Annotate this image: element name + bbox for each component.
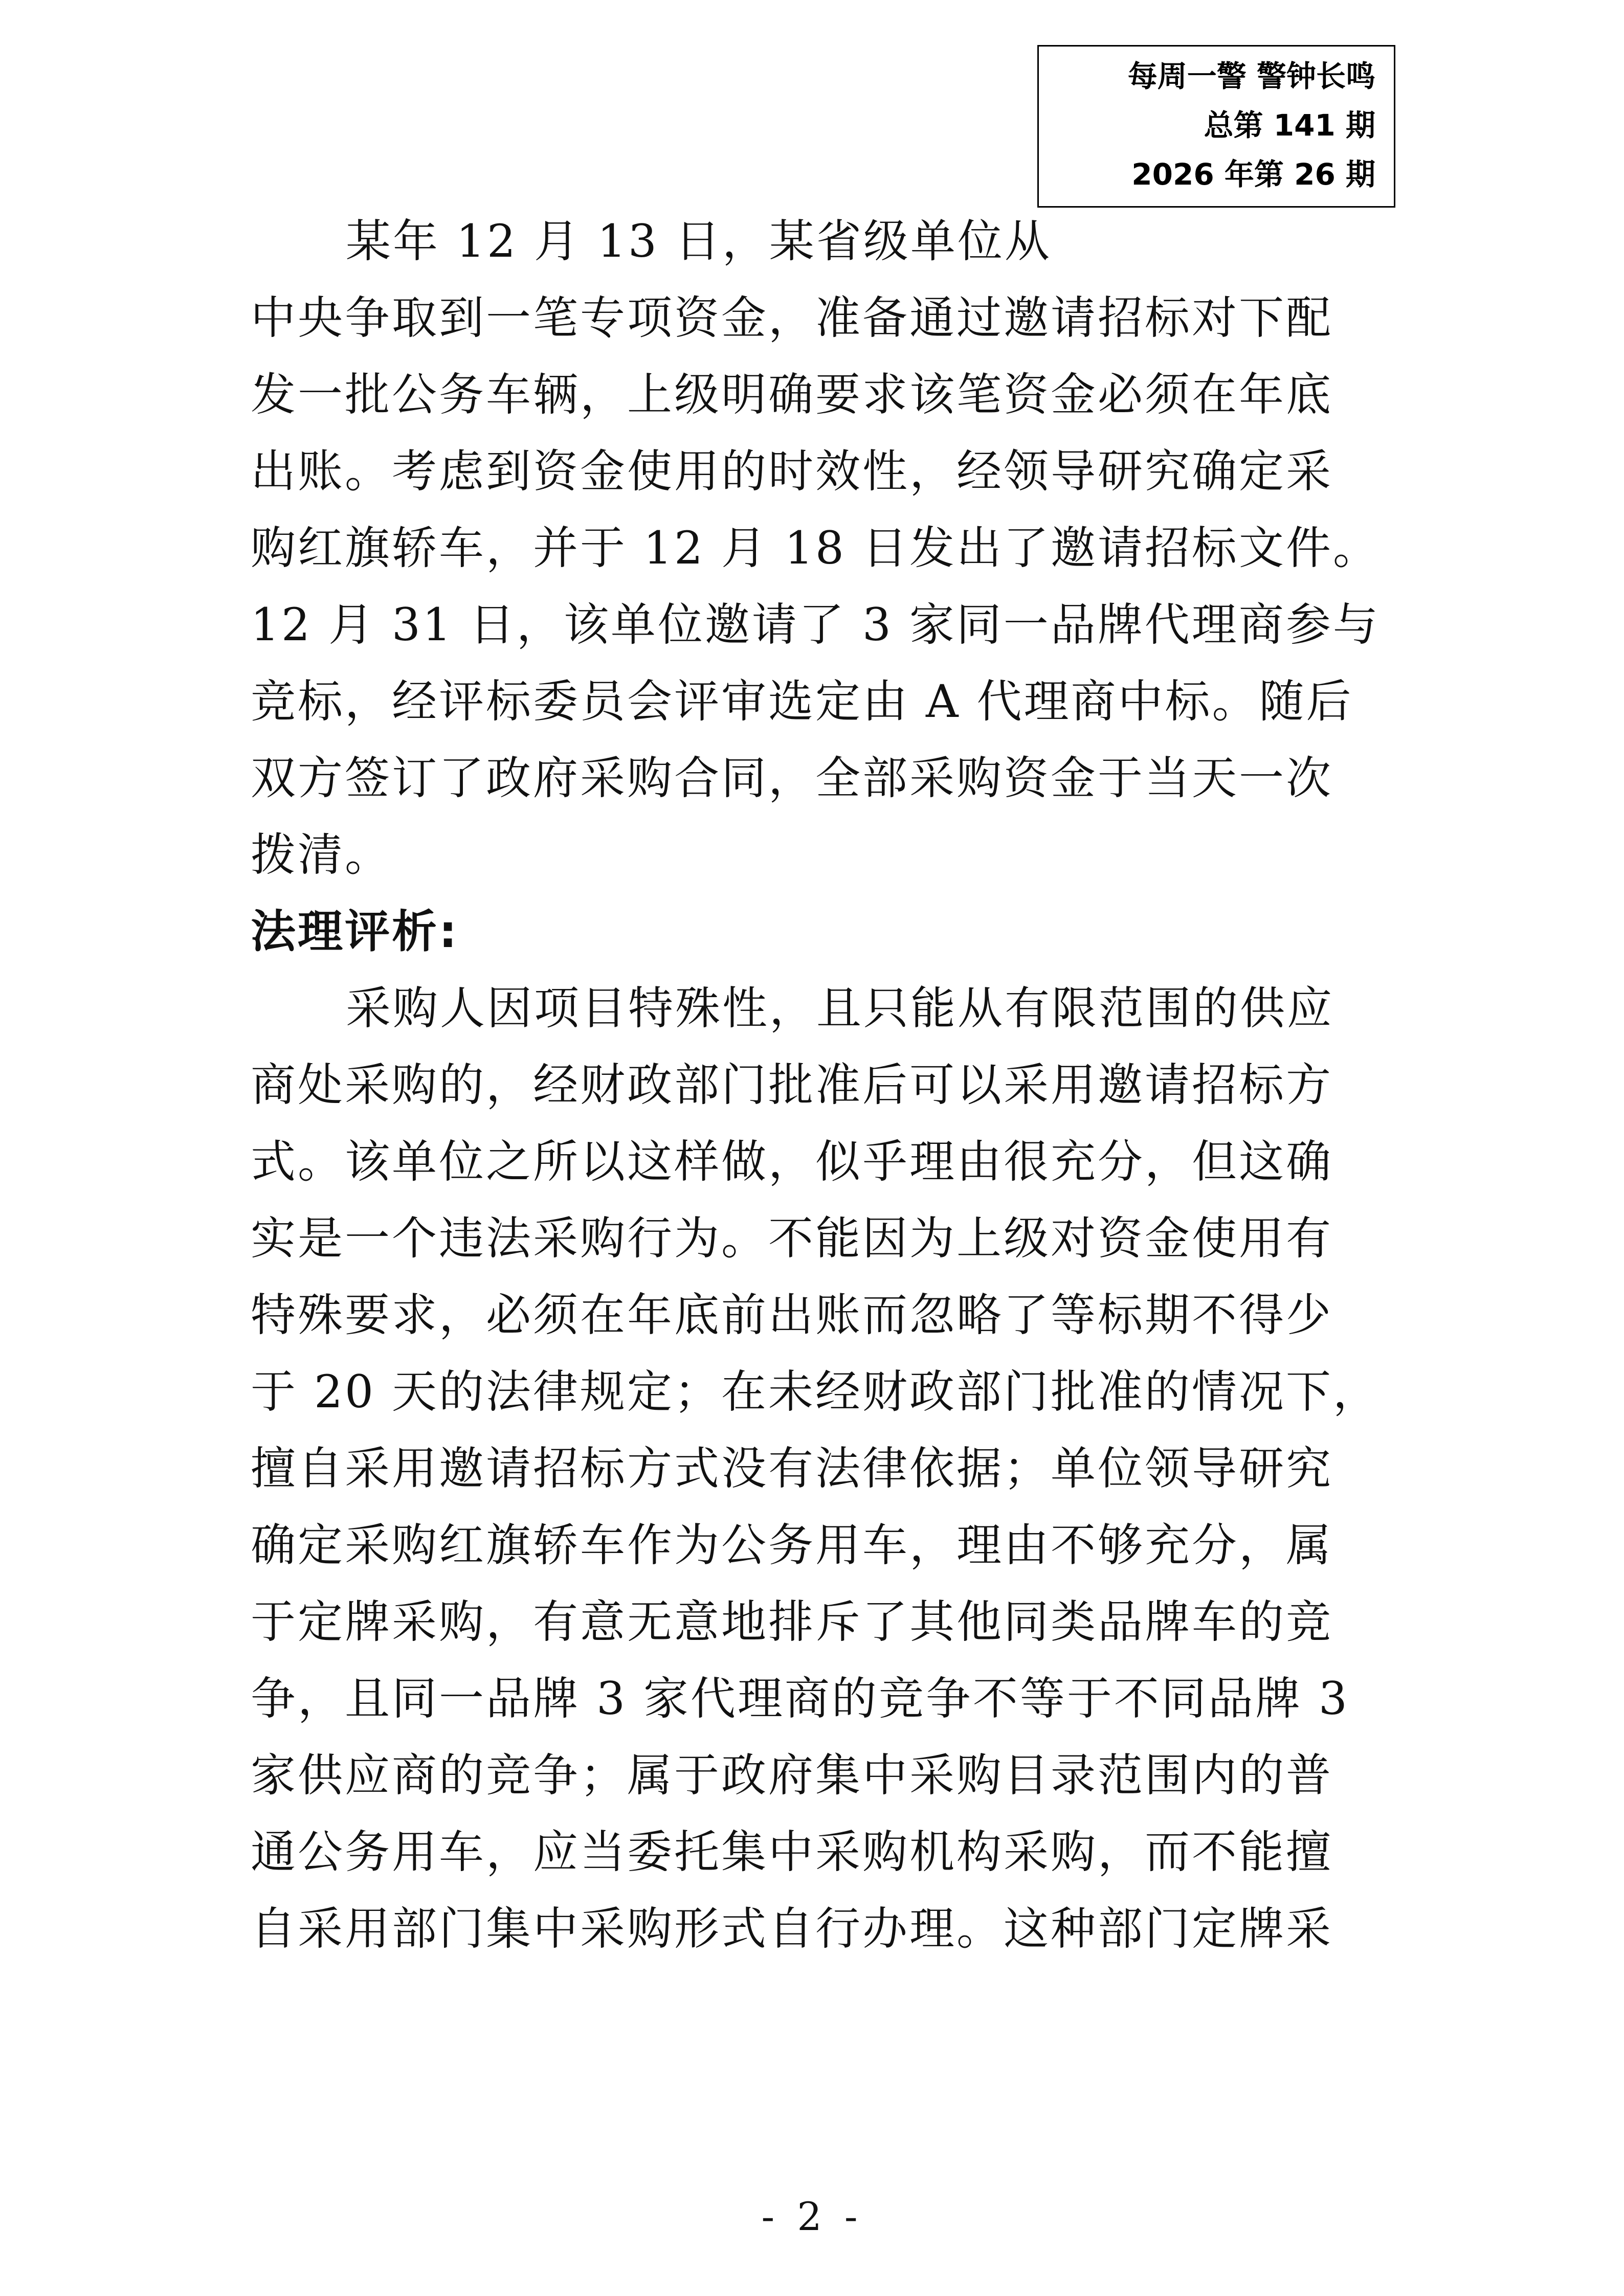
paragraph-line: 商处采购的，经财政部门批准后可以采用邀请招标方 (251, 1059, 1333, 1111)
paragraph-line: 特殊要求，必须在年底前出账而忽略了等标期不得少 (251, 1289, 1333, 1341)
paragraph-line: 双方签订了政府采购合同，全部采购资金于当天一次 (251, 752, 1333, 804)
paragraph-line: 实是一个违法采购行为。不能因为上级对资金使用有 (251, 1212, 1333, 1265)
paragraph-line: 自采用部门集中采购形式自行办理。这种部门定牌采 (251, 1902, 1333, 1955)
page-number: - 2 - (761, 2194, 863, 2239)
issue-header-box (1037, 45, 1395, 208)
total-issue-number: 总第 141 期 (1204, 108, 1375, 143)
paragraph-line: 中央争取到一笔专项资金，准备通过邀请招标对下配 (251, 291, 1333, 344)
paragraph-line: 发一批公务车辆，上级明确要求该笔资金必须在年底 (251, 368, 1333, 421)
paragraph-line: 家供应商的竞争；属于政府集中采购目录范围内的普 (251, 1749, 1333, 1802)
slogan: 每周一警 警钟长鸣 (1127, 59, 1375, 94)
paragraph-line: 于定牌采购，有意无意地排斥了其他同类品牌车的竞 (251, 1595, 1333, 1648)
paragraph-line: 购红旗轿车，并于 12 月 18 日发出了邀请招标文件。 (251, 522, 1380, 574)
paragraph-line: 某年 12 月 13 日，某省级单位从 (346, 215, 1052, 267)
paragraph-line: 竞标，经评标委员会评审选定由 A 代理商中标。随后 (251, 675, 1353, 728)
paragraph-line: 争，且同一品牌 3 家代理商的竞争不等于不同品牌 3 (251, 1672, 1349, 1725)
section-heading: 法理评析: (251, 905, 459, 958)
paragraph-line: 于 20 天的法律规定；在未经财政部门批准的情况下， (251, 1365, 1380, 1418)
paragraph-line: 式。该单位之所以这样做，似乎理由很充分，但这确 (251, 1135, 1333, 1188)
paragraph-line: 确定采购红旗轿车作为公务用车，理由不够充分，属 (251, 1519, 1333, 1571)
paragraph-line: 出账。考虑到资金使用的时效性，经领导研究确定采 (251, 445, 1333, 498)
year-issue-number: 2026 年第 26 期 (1131, 157, 1375, 192)
paragraph-line: 通公务用车，应当委托集中采购机构采购，而不能擅 (251, 1826, 1333, 1878)
paragraph-line: 拨清。 (251, 828, 392, 881)
paragraph-line: 擅自采用邀请招标方式没有法律依据；单位领导研究 (251, 1442, 1333, 1495)
paragraph-line: 采购人因项目特殊性，且只能从有限范围的供应 (346, 982, 1334, 1034)
paragraph-line: 12 月 31 日，该单位邀请了 3 家同一品牌代理商参与 (251, 598, 1380, 651)
